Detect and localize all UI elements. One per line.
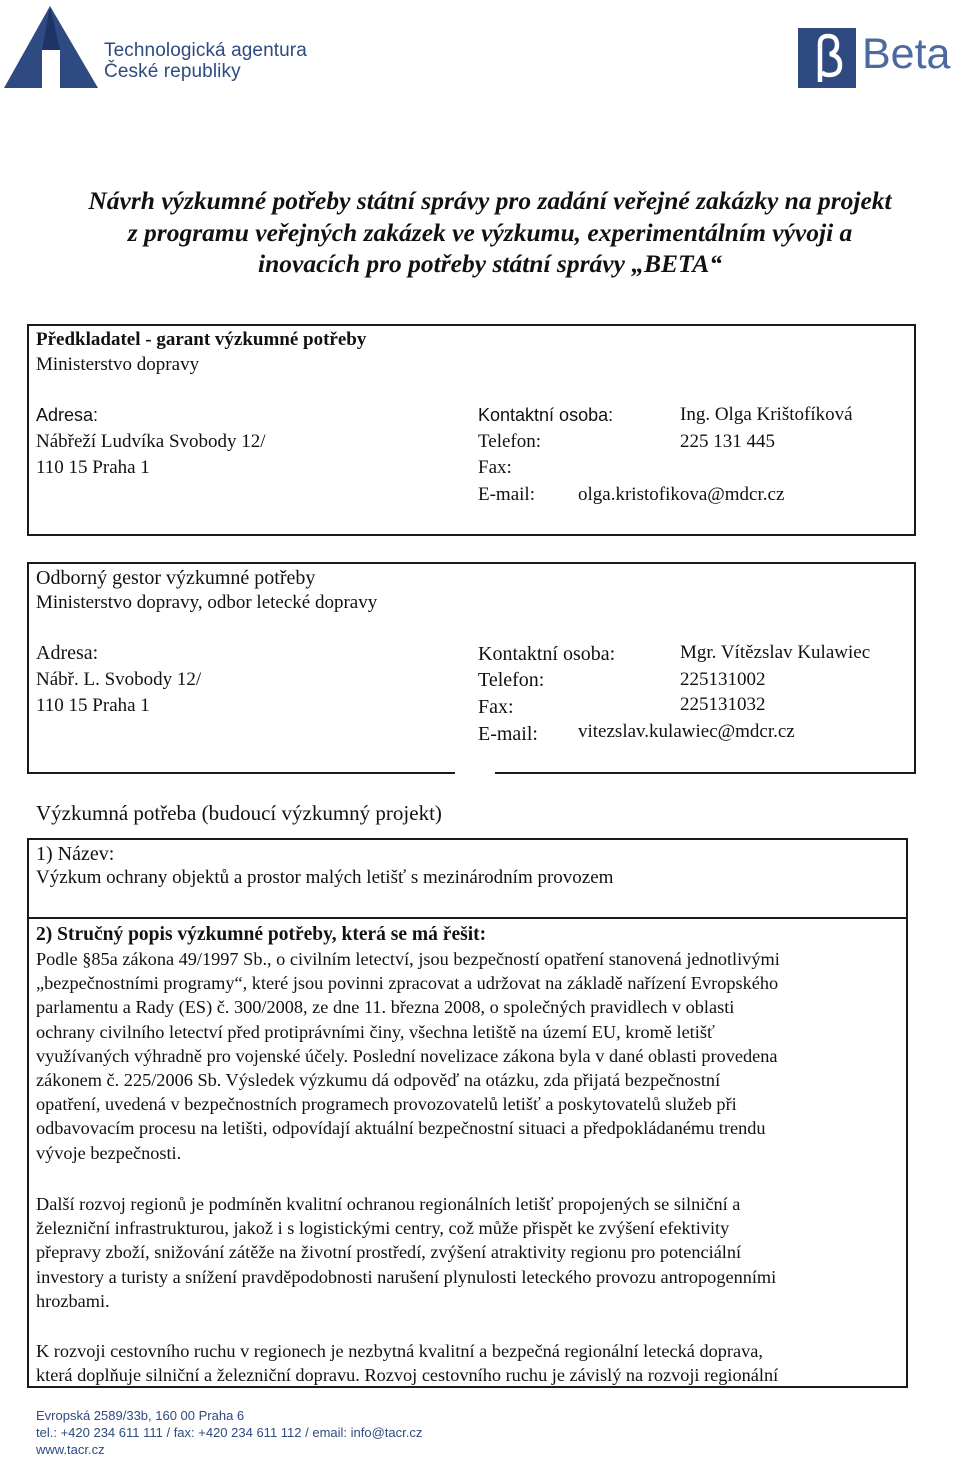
agency-name-line1: Technologická agentura [104,40,307,61]
beta-logo-mark [798,28,856,88]
name-value: Výzkum ochrany objektů a prostor malých letišť s mezinárodním provozem [36,867,614,888]
submitter-fax-label: Fax: [478,457,512,478]
gestor-phone-value: 225131002 [680,669,766,690]
description-paragraph-3 [36,1339,900,1387]
description-paragraph-1 [36,947,900,1165]
document-title [20,185,960,280]
agency-name [104,40,307,82]
footer-contacts [36,1407,422,1458]
agency-name-line2: České republiky [104,61,241,82]
footer-phone-email: tel.: +420 234 611 111 / fax: +420 234 611 112 / email: info@tacr.cz [36,1425,423,1440]
submitter-phone-label: Telefon: [478,431,542,452]
para3-line: K rozvoji cestovního ruchu v regionech je nezbytná kvalitní a bezpečná regionální letecká doprava, [36,1341,763,1361]
para2-line: železniční infrastrukturou, jakož i s logistickými centry, což může přispět ke zvýšení efektivity [36,1218,730,1239]
submitter-org: Ministerstvo dopravy [36,354,200,375]
para1-line: parlamentu a Rady (ES) č. 300/2008, ze dne 11. března 2008, o společných pravidlech v oblasti [36,997,735,1018]
title-line2: z programu veřejných zakázek ve výzkumu, experimentálním vývoji a [127,217,853,247]
para1-line: využívaných výhradně pro vojenské účely. Poslední novelizace zákona byla v dané oblasti provedena [36,1045,778,1066]
para2-line: hrozbami. [36,1290,110,1311]
tacr-logo-mark [2,4,102,90]
submitter-contact-value: Ing. Olga Krištofíková [680,404,853,425]
gestor-fax-value: 225131032 [680,694,766,715]
submitter-heading: Předkladatel - garant výzkumné potřeby [36,329,367,350]
gestor-address-line1: Nábř. L. Svobody 12/ [36,669,202,690]
gestor-address-line2: 110 15 Praha 1 [36,695,150,716]
para1-line: „bezpečnostními programy“, které jsou povinni zpracovat a udržovat na základě nařízení Evropského [36,973,779,994]
para1-line: Podle §85a zákona 49/1997 Sb., o civilním letectví, jsou bezpečností opatření stanovená jednotlivými [36,949,780,969]
gestor-org: Ministerstvo dopravy, odbor letecké dopravy [36,592,378,613]
submitter-contact-label: Kontaktní osoba: [478,405,614,425]
gestor-email-value: vitezslav.kulawiec@mdcr.cz [578,721,795,742]
beta-glyph-icon [798,28,856,88]
para1-line: ochrany civilního letectví před protiprávními činy, všechna letiště na území EU, kromě letišť [36,1021,715,1042]
para2-line: přepravy zboží, snižování zátěže na životní prostředí, zvýšení atraktivity regionu pro potenciální [36,1242,742,1263]
para2-line: Další rozvoj regionů je podmíněn kvalitní ochranou regionálních letišť propojených se silniční a [36,1194,741,1214]
para1-line: zákonem č. 225/2006 Sb. Výsledek výzkumu dá odpověď na otázku, zda přijatá bezpečnostní [36,1070,721,1091]
beta-logo-text: Beta [862,30,951,78]
description-paragraph-2 [36,1192,900,1313]
gestor-fax-label: Fax: [478,696,514,718]
description-label: 2) Stručný popis výzkumné potřeby, která se má řešit: [36,924,487,945]
footer-address: Evropská 2589/33b, 160 00 Praha 6 [36,1408,245,1423]
title-line1: Návrh výzkumné potřeby státní správy pro zadání veřejné zakázky na projekt [88,186,892,215]
para3-line: která doplňuje silniční a železniční dopravu. Rozvoj cestovního ruchu je závislý na rozvoji regionální [36,1365,779,1386]
gestor-address-label: Adresa: [36,642,99,664]
gestor-contact-value: Mgr. Vítězslav Kulawiec [680,642,871,663]
gestor-heading: Odborný gestor výzkumné potřeby [36,567,316,589]
submitter-phone-value: 225 131 445 [680,431,775,452]
submitter-address-line2: 110 15 Praha 1 [36,457,150,478]
para1-line: odbavovacím procesu na letišti, odpovídají aktuální bezpečnostní situaci a předpokládanému trendu [36,1118,766,1139]
submitter-address-line1: Nábřeží Ludvíka Svobody 12/ [36,431,266,452]
research-heading: Výzkumná potřeba (budoucí výzkumný projekt) [36,801,442,825]
research-divider [27,917,908,919]
title-line3: inovacích pro potřeby státní správy „BETA“ [258,249,722,278]
gestor-contact-label: Kontaktní osoba: [478,643,616,665]
submitter-email-value: olga.kristofikova@mdcr.cz [578,484,785,505]
para1-line: vývoje bezpečnosti. [36,1142,182,1163]
gestor-phone-label: Telefon: [478,669,545,691]
para2-line: investory a turisty a snížení pravděpodobnosti narušení plynulosti leteckého provozu antropogenními [36,1266,777,1287]
gestor-email-label: E-mail: [478,723,538,745]
submitter-email-label: E-mail: [478,484,535,505]
para1-line: opatření, uvedená v bezpečnostních programech provozovatelů letišť a poskytovatelů služeb při [36,1094,737,1115]
footer-website: www.tacr.cz [36,1442,105,1457]
submitter-address-label: Adresa: [36,405,99,425]
name-label: 1) Název: [36,843,115,865]
